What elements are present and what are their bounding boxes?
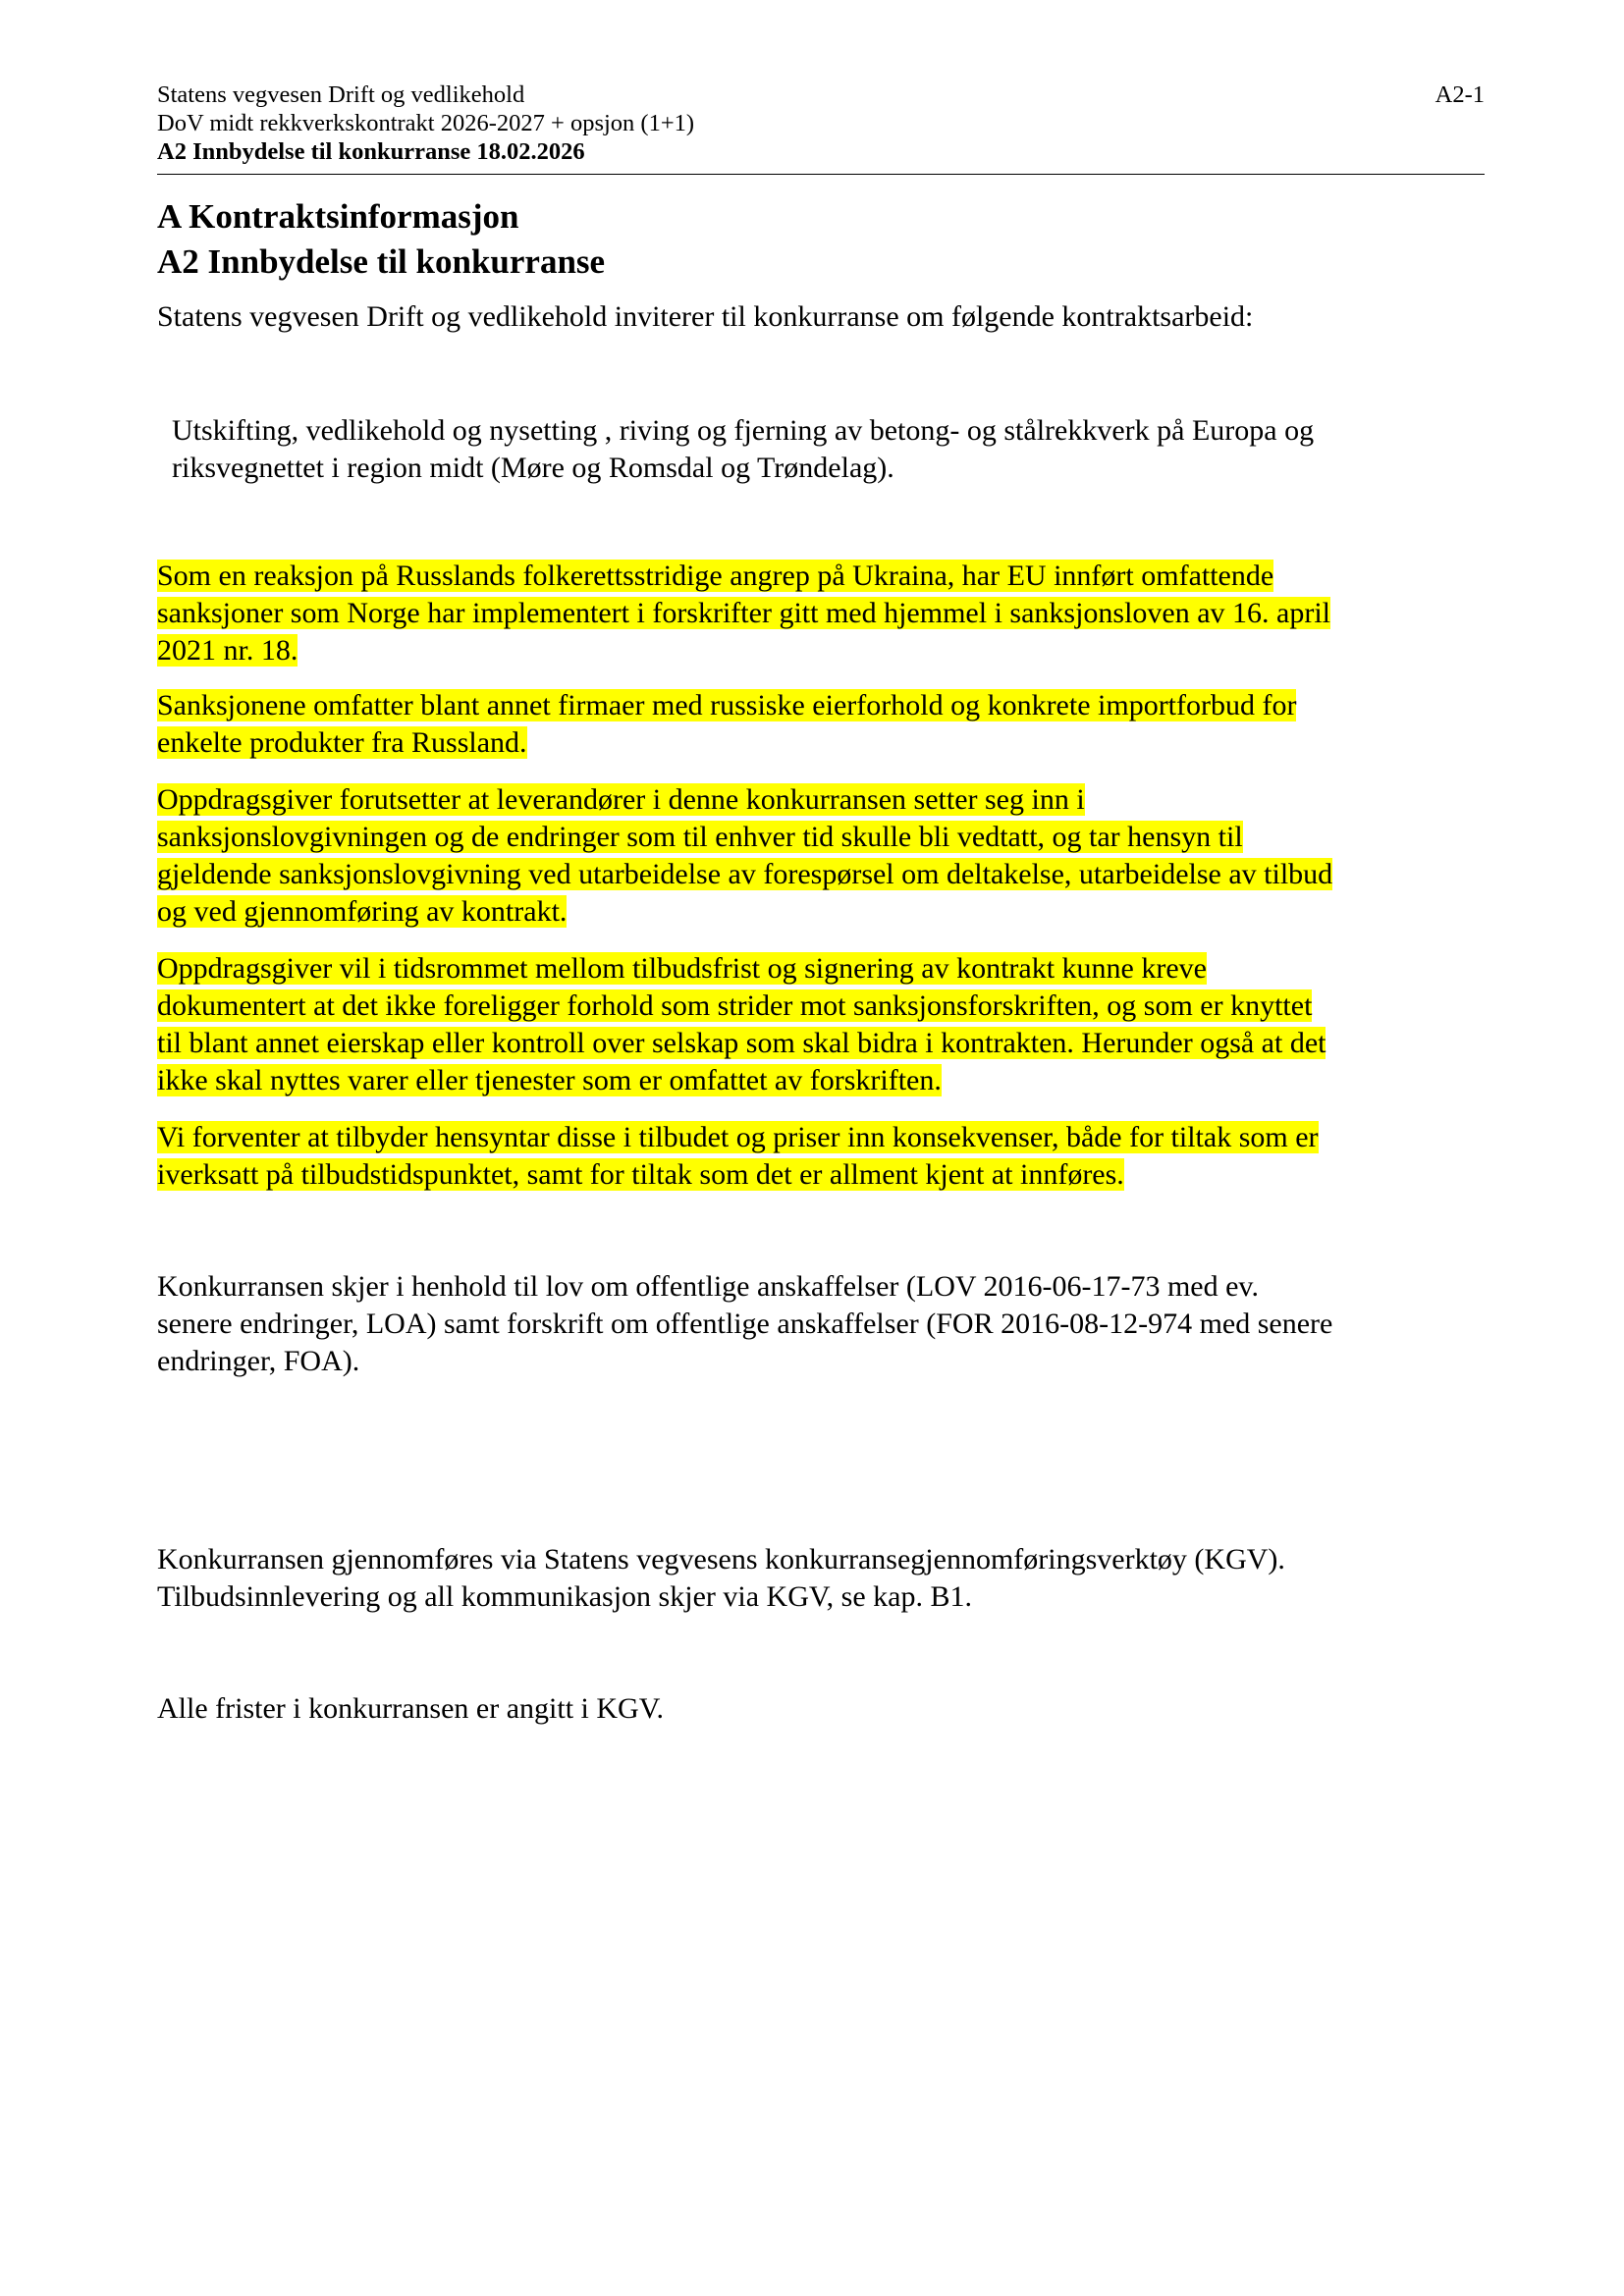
- sanctions-paragraph: [157, 781, 1485, 931]
- deadlines-paragraph: Alle frister i konkurransen er angitt i KGV.: [157, 1692, 664, 1725]
- page-header: [157, 80, 1485, 166]
- highlighted-line: sanksjonslovgivningen og de endringer som til enhver tid skulle bli vedtatt, og tar hensyn til: [157, 821, 1243, 853]
- highlighted-line: Sanksjonene omfatter blant annet firmaer med russiske eierforhold og konkrete importforbud for: [157, 689, 1297, 721]
- highlighted-line: gjeldende sanksjonslovgivning ved utarbeidelse av forespørsel om deltakelse, utarbeidelse av tilbud: [157, 858, 1333, 890]
- sanctions-paragraph: [157, 558, 1485, 669]
- kgv-line: Tilbudsinnlevering og all kommunikasjon skjer via KGV, se kap. B1.: [157, 1580, 972, 1613]
- law-line: Konkurransen skjer i henhold til lov om offentlige anskaffelser (LOV 2016-06-17-73 med ev.: [157, 1270, 1259, 1303]
- section-heading: A Kontraktsinformasjon: [157, 197, 519, 236]
- sanctions-paragraph: [157, 687, 1485, 762]
- law-line: endringer, FOA).: [157, 1345, 360, 1377]
- highlighted-line: Oppdragsgiver forutsetter at leverandører i denne konkurransen setter seg inn i: [157, 783, 1085, 816]
- highlighted-line: og ved gjennomføring av kontrakt.: [157, 895, 568, 928]
- page-title: [157, 194, 605, 285]
- sanctions-paragraph: [157, 1119, 1485, 1194]
- subsection-heading: A2 Innbydelse til konkurranse: [157, 242, 606, 281]
- highlighted-line: 2021 nr. 18.: [157, 634, 298, 667]
- highlighted-line: til blant annet eierskap eller kontroll over selskap som skal bidra i kontrakten. Herunder også at det: [157, 1027, 1326, 1059]
- scope-paragraph: [172, 412, 1485, 487]
- header-document-title: A2 Innbydelse til konkurranse 18.02.2026: [157, 138, 585, 165]
- highlighted-line: enkelte produkter fra Russland.: [157, 726, 527, 759]
- scope-line: Utskifting, vedlikehold og nysetting , riving og fjerning av betong- og stålrekkverk på Europa og: [172, 414, 1315, 447]
- highlighted-line: Oppdragsgiver vil i tidsrommet mellom tilbudsfrist og signering av kontrakt kunne kreve: [157, 952, 1207, 985]
- kgv-paragraph: [157, 1541, 1485, 1616]
- highlighted-line: Som en reaksjon på Russlands folkerettsstridige angrep på Ukraina, har EU innført omfattende: [157, 560, 1274, 592]
- kgv-line: Konkurransen gjennomføres via Statens vegvesens konkurransegjennomføringsverktøy (KGV).: [157, 1543, 1285, 1575]
- highlighted-line: sanksjoner som Norge har implementert i forskrifter gitt med hjemmel i sanksjonsloven av 16. april: [157, 597, 1331, 629]
- highlighted-line: Vi forventer at tilbyder hensyntar disse i tilbudet og priser inn konsekvenser, både for tiltak som er: [157, 1121, 1319, 1153]
- header-contract: DoV midt rekkverkskontrakt 2026-2027 + opsjon (1+1): [157, 110, 695, 136]
- sanctions-paragraph: [157, 950, 1485, 1099]
- highlighted-line: ikke skal nyttes varer eller tjenester som er omfattet av forskriften.: [157, 1064, 942, 1096]
- highlighted-line: dokumentert at det ikke foreligger forhold som strider mot sanksjonsforskriften, og som er knyttet: [157, 989, 1313, 1022]
- scope-line: riksvegnettet i region midt (Møre og Romsdal og Trøndelag).: [172, 452, 894, 484]
- highlighted-line: iverksatt på tilbudstidspunktet, samt for tiltak som det er allment kjent at innføres.: [157, 1158, 1124, 1191]
- header-organization: Statens vegvesen Drift og vedlikehold: [157, 81, 525, 108]
- header-divider: [157, 174, 1485, 175]
- law-paragraph: [157, 1268, 1485, 1380]
- law-line: senere endringer, LOA) samt forskrift om offentlige anskaffelser (FOR 2016-08-12-974 med senere: [157, 1308, 1333, 1340]
- page-number: A2-1: [1435, 81, 1485, 108]
- intro-paragraph: Statens vegvesen Drift og vedlikehold inviterer til konkurranse om følgende kontraktsarbeid:: [157, 300, 1254, 333]
